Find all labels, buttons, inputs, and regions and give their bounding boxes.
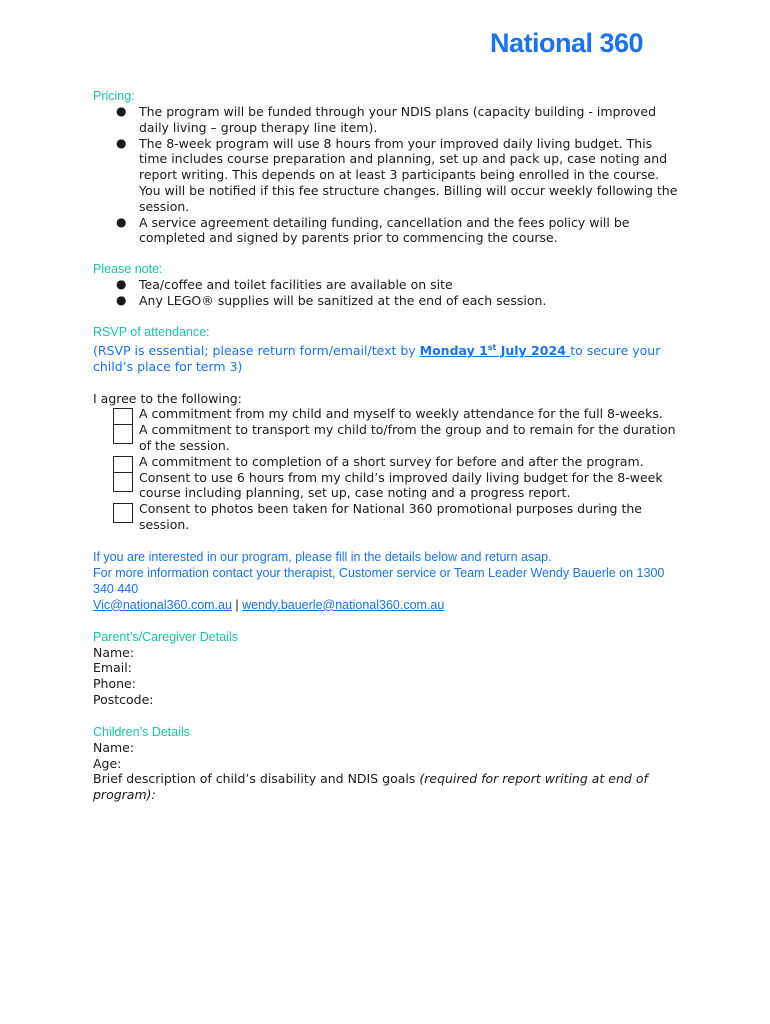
bullet-icon: ● — [116, 292, 127, 307]
please-note-heading: Please note: — [93, 262, 163, 277]
bullet-icon: ● — [116, 104, 127, 118]
note-list — [93, 277, 683, 309]
agree-intro: I agree to the following: — [93, 390, 242, 406]
parent-details-heading: Parent’s/Caregiver Details — [93, 629, 238, 644]
bullet-icon: ● — [116, 277, 127, 292]
wendy-email-link[interactable]: wendy.bauerle@national360.com.au — [242, 597, 445, 612]
document-content — [93, 88, 683, 803]
rsvp-heading: RSVP of attendance: — [93, 324, 210, 339]
parent-name-label: Name: — [93, 644, 135, 660]
pricing-list — [93, 104, 683, 246]
children-details-heading: Children’s Details — [93, 724, 191, 739]
list-item: Consent to photos been taken for National 360 promotional purposes during the session. — [93, 501, 683, 533]
list-item: ● Any LEGO® supplies will be sanitized at the end of each session. — [116, 292, 547, 308]
rsvp-date: Monday 1st July 2024 — [419, 342, 571, 358]
checkbox[interactable] — [113, 424, 133, 444]
list-item: ● The 8-week program will use 8 hours from your improved daily living budget. This time includes course preparation and planning, set up and pack up, case noting and report writing. This depends on at least 3 participants being enrolled in the course. You will be notified if this fee structure changes. Billing will occur weekly following the session. — [116, 135, 678, 214]
rsvp-text: (RSVP is essential; please return form/email/text by Monday 1st July 2024 to secure your child’s place for term 3) — [93, 342, 661, 374]
list-item: A commitment to completion of a short survey for before and after the program. — [93, 454, 683, 470]
list-item: A commitment from my child and myself to weekly attendance for the full 8-weeks. — [93, 406, 683, 422]
child-description-label: Brief description of child’s disability and NDIS goals (required for report writing at end of program): — [93, 771, 648, 803]
bullet-icon: ● — [116, 214, 127, 229]
pricing-heading: Pricing: — [93, 89, 135, 103]
list-item: ● The program will be funded through your NDIS plans (capacity building - improved daily living – group therapy line item). — [116, 104, 657, 135]
parent-email-label: Email: — [93, 660, 132, 676]
bullet-icon: ● — [116, 135, 127, 150]
checkbox[interactable] — [113, 503, 133, 523]
vic-email-link[interactable]: Vic@national360.com.au — [93, 597, 232, 612]
agreement-list — [93, 406, 683, 532]
contact-info — [93, 549, 683, 613]
national-360-logo: National 360 — [490, 28, 644, 58]
list-item: Consent to use 6 hours from my child’s improved daily living budget for the 8-week course including planning, set up, case noting and a progress report. — [93, 470, 683, 502]
contact-emails: Vic@national360.com.au | wendy.bauerle@national360.com.au — [93, 597, 445, 612]
child-age-label: Age: — [93, 755, 122, 771]
child-name-label: Name: — [93, 739, 135, 755]
parent-postcode-label: Postcode: — [93, 692, 154, 708]
contact-line-1: If you are interested in our program, please fill in the details below and return asap. — [93, 549, 552, 564]
list-item: A commitment to transport my child to/from the group and to remain for the duration of the session. — [93, 422, 683, 454]
parent-phone-label: Phone: — [93, 676, 136, 692]
list-item: ● A service agreement detailing funding, cancellation and the fees policy will be completed and signed by parents prior to commencing the course. — [116, 214, 630, 246]
list-item: ● Tea/coffee and toilet facilities are available on site — [116, 277, 453, 293]
checkbox[interactable] — [113, 472, 133, 492]
contact-line-2: For more information contact your therapist, Customer service or Team Leader Wendy Bauerle on 1300 340 440 — [93, 565, 665, 596]
